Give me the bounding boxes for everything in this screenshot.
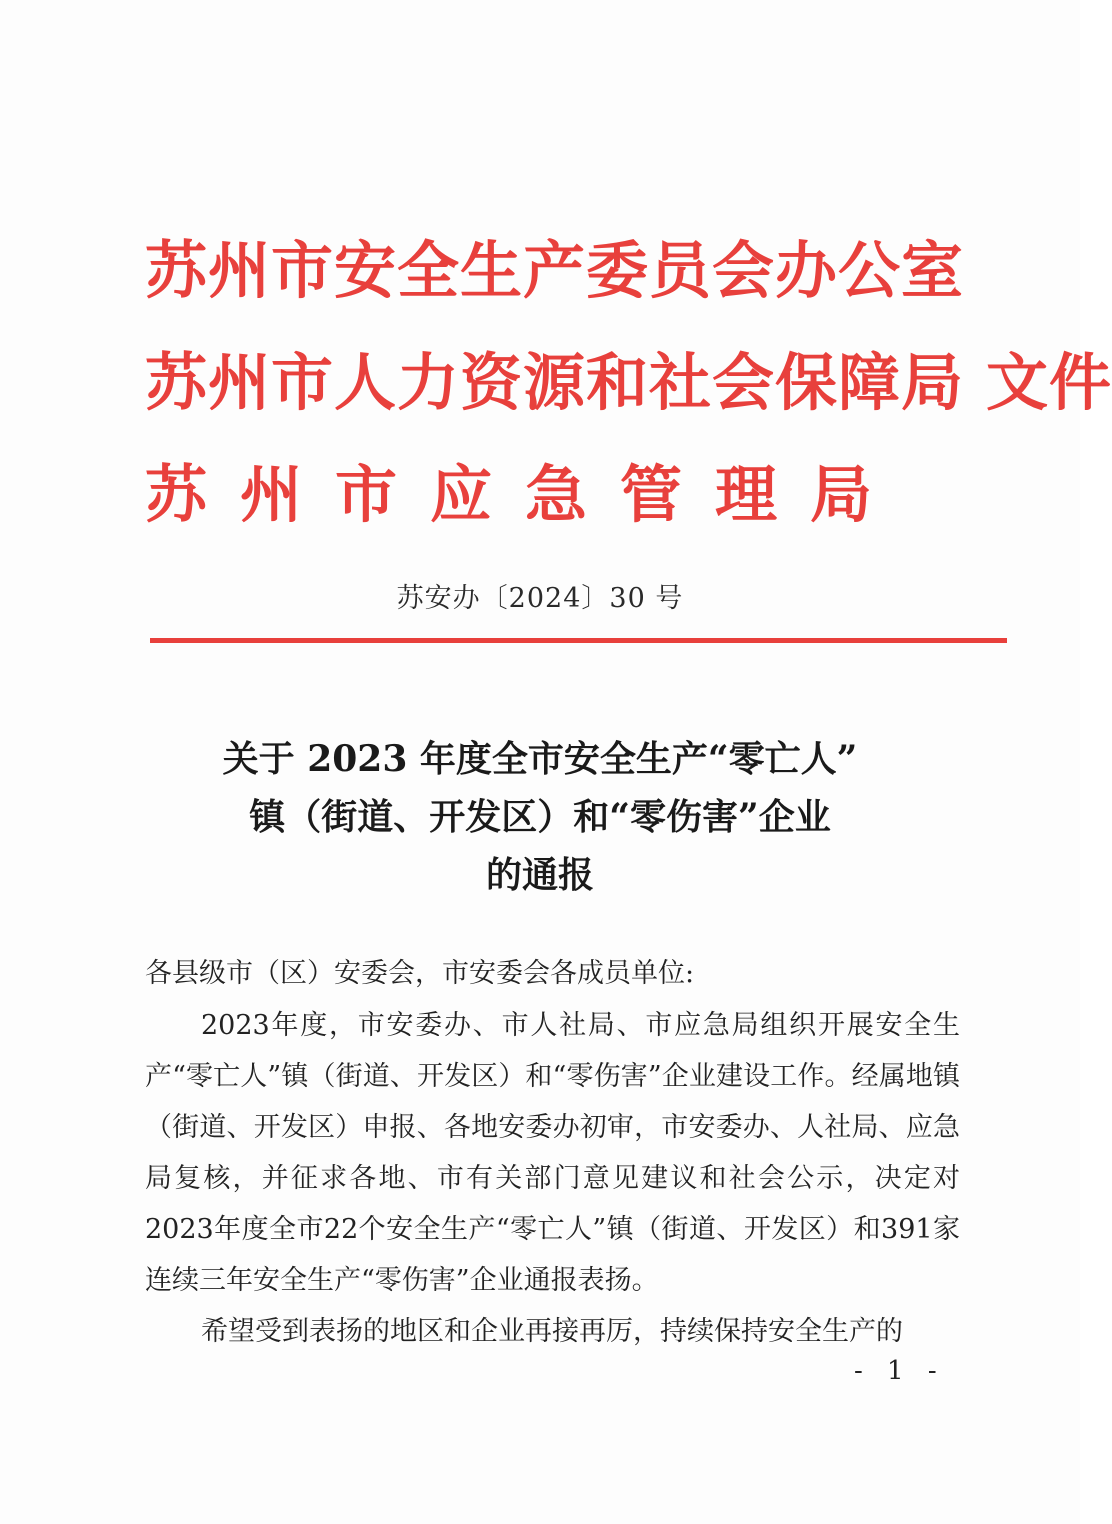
header-line-hr-bureau [145,327,1112,439]
salutation: 各县级市（区）安委会，市安委会各成员单位: [145,958,695,989]
issuing-authorities-header [145,215,1112,551]
header-hr-bureau-name: 苏州市人力资源和社会保障局 [145,346,965,419]
title-line-3: 的通报 [485,854,594,896]
body-paragraph-1: 2023年度，市安委办、市人社局、市应急局组织开展安全生产“零亡人”镇（街道、开发区）和“零伤害”企业建设工作。经属地镇（街道、开发区）申报、各地安委办初审，市安委办、人社局、应急局复核，并征求各地、市有关部门意见建议和社会公示，决定对2023年度全市22个安全生产“零亡人”镇（街道、开发区）和391家连续三年安全生产“零伤害”企业通报表扬。 [145,1010,960,1296]
document-title [0,730,1080,904]
red-divider-line [150,638,1007,643]
title-line-2: 镇（街道、开发区）和“零伤害”企业 [249,796,831,838]
header-line-safety-committee: 苏州市安全生产委员会办公室 [145,234,965,307]
page-number: - 1 - [854,1356,945,1386]
document-number: 苏安办〔2024〕30 号 [396,583,684,614]
document-body [145,948,960,1357]
title-line-1: 关于 2023 年度全市安全生产“零亡人” [222,738,858,780]
header-document-label: 文件 [986,346,1112,419]
body-paragraph-2: 希望受到表扬的地区和企业再接再厉，持续保持安全生产的 [201,1316,903,1347]
header-line-emergency-bureau: 苏州市应急管理局 [145,458,906,531]
